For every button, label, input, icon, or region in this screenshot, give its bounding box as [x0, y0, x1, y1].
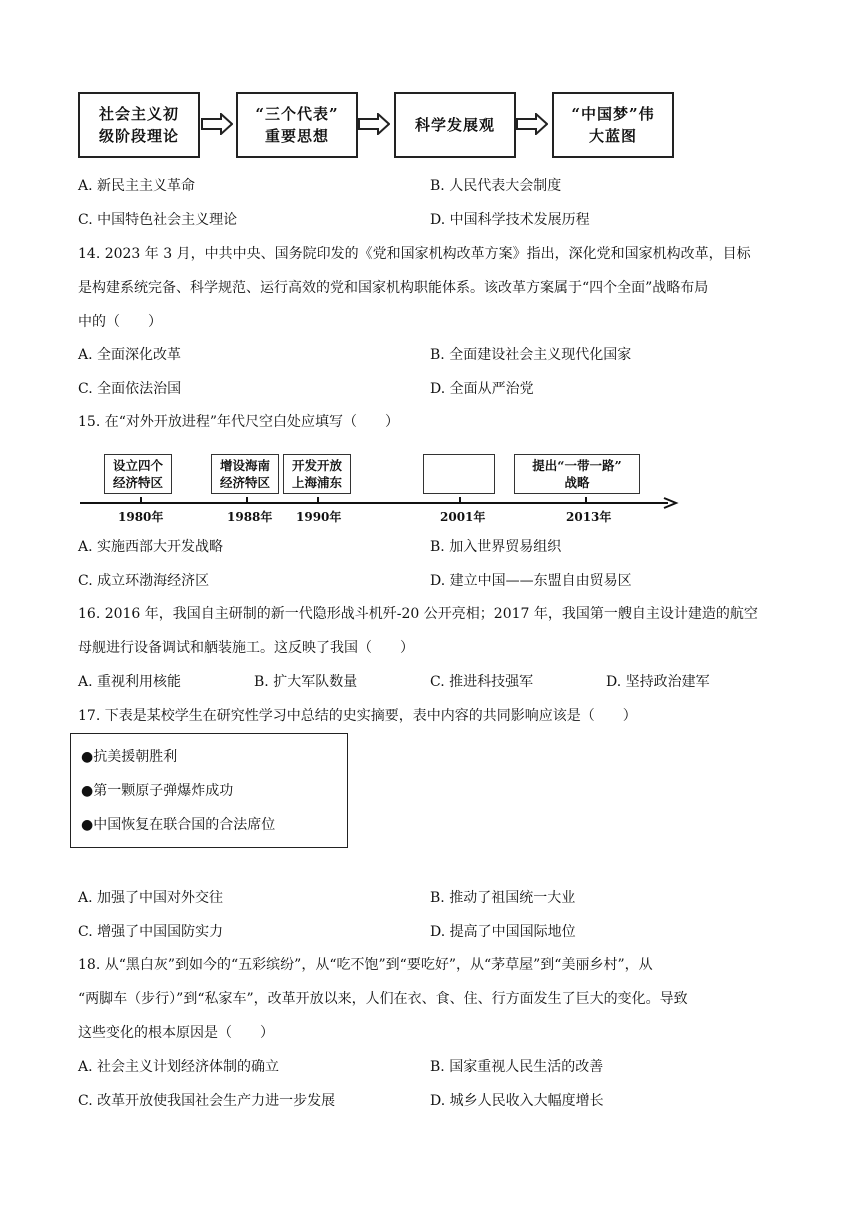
timeline-tick: [585, 497, 587, 504]
q14-option-b: B. 全面建设社会主义现代化国家: [430, 347, 632, 363]
q13-option-b: B. 人民代表大会制度: [430, 178, 562, 194]
q15-option-d: D. 建立中国——东盟自由贸易区: [430, 573, 632, 589]
q17-option-c: C. 增强了中国国防实力: [78, 924, 224, 940]
timeline-box-1990: 开发开放 上海浦东: [283, 454, 351, 494]
q16-option-b: B. 扩大军队数量: [254, 674, 358, 690]
q17-option-d: D. 提高了中国国际地位: [430, 924, 576, 940]
timeline-tick: [317, 497, 319, 504]
q13-option-d: D. 中国科学技术发展历程: [430, 212, 590, 228]
q18-option-c: C. 改革开放使我国社会生产力进一步发展: [78, 1093, 336, 1109]
q18-option-a: A. 社会主义计划经济体制的确立: [78, 1059, 280, 1075]
timeline-year: 1980年: [118, 510, 164, 524]
q15-option-a: A. 实施西部大开发战略: [78, 539, 224, 555]
timeline-year: 1990年: [296, 510, 342, 524]
q17-option-b: B. 推动了祖国统一大业: [430, 890, 576, 906]
q13-option-c: C. 中国特色社会主义理论: [78, 212, 238, 228]
timeline-tick: [140, 497, 142, 504]
q17-stem: 17. 下表是某校学生在研究性学习中总结的史实摘要，表中内容的共同影响应该是（ ）: [78, 708, 637, 724]
q18-stem-line-1: 18. 从“黑白灰”到如今的“五彩缤纷”，从“吃不饱”到“要吃好”，从“茅草屋”到“美丽乡村”，从: [78, 957, 653, 973]
timeline-box-2013: 提出“一带一路” 战略: [514, 454, 640, 494]
timeline-year: 2001年: [440, 510, 486, 524]
q14-stem-line-2: 是构建系统完备、科学规范、运行高效的党和国家机构职能体系。该改革方案属于“四个全面”战略布局: [78, 280, 709, 296]
q15-stem: 15. 在“对外开放进程”年代尺空白处应填写（ ）: [78, 414, 400, 430]
q15-option-b: B. 加入世界贸易组织: [430, 539, 562, 555]
flow-box-4: “中国梦”伟 大蓝图: [552, 92, 674, 158]
flow-box-1: 社会主义初 级阶段理论: [78, 92, 200, 158]
timeline-box-1988: 增设海南 经济特区: [211, 454, 279, 494]
flow-box-2: “三个代表” 重要思想: [236, 92, 358, 158]
q18-option-b: B. 国家重视人民生活的改善: [430, 1059, 604, 1075]
timeline-box-2001-blank: [423, 454, 495, 494]
q18-option-d: D. 城乡人民收入大幅度增长: [430, 1093, 604, 1109]
q14-option-d: D. 全面从严治党: [430, 381, 534, 397]
q16-option-a: A. 重视利用核能: [78, 674, 182, 690]
q14-option-a: A. 全面深化改革: [78, 347, 182, 363]
q14-stem-line-1: 14. 2023 年 3 月，中共中央、国务院印发的《党和国家机构改革方案》指出，深化党和国家机构改革，目标: [78, 246, 751, 262]
q16-stem-line-2: 母舰进行设备调试和舾装施工。这反映了我国（ ）: [78, 640, 414, 656]
timeline-tick: [459, 497, 461, 504]
table-row: ●抗美援朝胜利: [81, 749, 178, 765]
arrow-right-icon: [201, 113, 233, 135]
q17-option-a: A. 加强了中国对外交往: [78, 890, 224, 906]
facts-table: [70, 733, 348, 848]
timeline-box-1980: 设立四个 经济特区: [104, 454, 172, 494]
q13-option-a: A. 新民主主义革命: [78, 178, 196, 194]
q18-stem-line-3: 这些变化的根本原因是（ ）: [78, 1025, 274, 1041]
timeline-year: 1988年: [227, 510, 273, 524]
timeline-year: 2013年: [566, 510, 612, 524]
table-row: ●中国恢复在联合国的合法席位: [81, 817, 276, 833]
q14-option-c: C. 全面依法治国: [78, 381, 182, 397]
arrow-right-icon: [358, 113, 390, 135]
flow-box-3: 科学发展观: [394, 92, 516, 158]
q16-option-d: D. 坚持政治建军: [606, 674, 710, 690]
q16-option-c: C. 推进科技强军: [430, 674, 534, 690]
q16-stem-line-1: 16. 2016 年，我国自主研制的新一代隐形战斗机歼-20 公开亮相；2017 年，我国第一艘自主设计建造的航空: [78, 606, 758, 622]
timeline-tick: [246, 497, 248, 504]
arrow-right-icon: [516, 113, 548, 135]
table-row: ●第一颗原子弹爆炸成功: [81, 783, 234, 799]
q15-option-c: C. 成立环渤海经济区: [78, 573, 210, 589]
q18-stem-line-2: “两脚车（步行）”到“私家车”，改革开放以来，人们在衣、食、住、行方面发生了巨大的变化。导致: [78, 991, 688, 1007]
q14-stem-line-3: 中的（ ）: [78, 314, 162, 330]
